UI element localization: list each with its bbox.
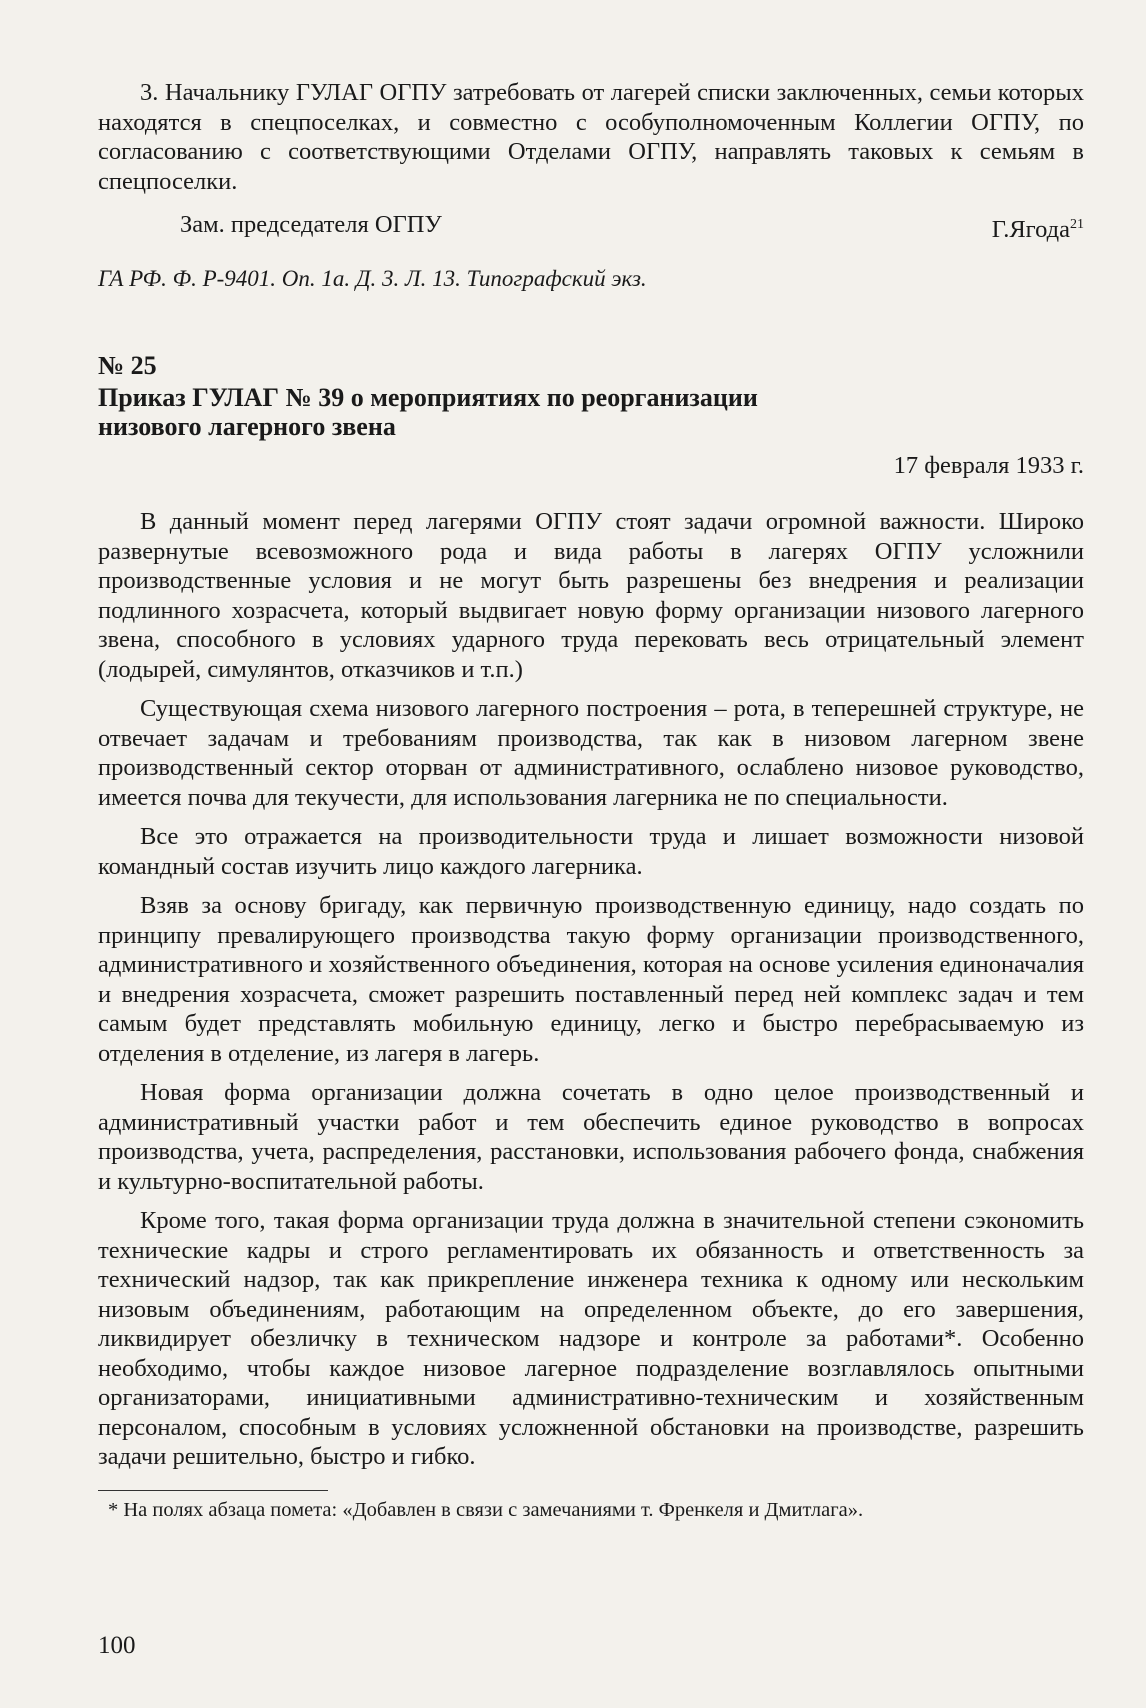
body-paragraph: В данный момент перед лагерями ОГПУ стоят задачи огромной важности. Широко развернутые всевозможного рода и вида работы в лагерях ОГПУ усложнили производственные условия и не могут быть разрешены без внедрения и реализации подлинного хозрасчета, который выдвигает новую форму организации низового лагерного звена, способного в условиях ударного труда перековать весь отрицательный элемент (лодырей, симулянтов, отказчиков и т.п.) [98,508,1084,683]
document-page [98,78,1084,1523]
page-number: 100 [98,1632,136,1659]
body-paragraph: Кроме того, такая форма организации труда должна в значительной степени сэкономить технические кадры и строго регламентировать их обязанность и ответственность за технический надзор, так как прикрепление инженера техника к одному или нескольким низовым объединениям, работающим на определенном объекте, до его завершения, ликвидирует обезличку в техническом надзоре и контроле за работами*. Особенно необходимо, чтобы каждое низовое лагерное подразделение возглавлялось опытными организаторами, инициативными административно-техническим и хозяйственным персоналом, способным в условиях усложненной обстановки на производстве, разрешить задачи решительно, быстро и гибко. [98,1207,1084,1471]
document-number: № 25 [98,351,157,381]
footnote-divider [98,1490,328,1491]
document-date: 17 февраля 1933 г. [893,452,1084,480]
body-paragraph: Существующая схема низового лагерного построения – рота, в теперешней структуре, не отвечает задачам и требованиям производства, так как в низовом лагерном звене производственный сектор оторван от административного, ослаблено низовое руководство, имеется почва для текучести, для использования лагерника не по специальности. [98,695,1084,811]
body-paragraph: Новая форма организации должна сочетать в одно целое производственный и административный участки работ и тем обеспечить единое руководство в вопросах производства, учета, распределения, расстановки, использования рабочего фонда, снабжения и культурно-воспитательной работы. [98,1079,1084,1195]
document-title: Приказ ГУЛАГ № 39 о мероприятиях по реорганизации низового лагерного звена [98,383,758,442]
document-body [98,507,1084,1472]
top-paragraph: 3. Начальнику ГУЛАГ ОГПУ затребовать от лагерей списки заключенных, семьи которых находятся в спецпоселках, и совместно с особуполномоченным Коллегии ОГПУ, по согласованию с соответствующими Отделами ОГПУ, направлять таковых к семьям в спецпоселки. [98,79,1084,195]
signature-position: Зам. председателя ОГПУ [180,211,442,238]
signature-note-ref: 21 [1070,217,1084,232]
signature-block [992,210,1084,245]
archive-reference: ГА РФ. Ф. Р-9401. Оп. 1а. Д. 3. Л. 13. Типографский экз. [98,266,647,292]
signature-name: Г.Ягода [991,216,1070,244]
signature-line [98,210,1084,245]
body-paragraph: Взяв за основу бригаду, как первичную производственную единицу, надо создать по принципу превалирующего производства такую форму организации производственного, административного и хозяйственного объединения, которая на основе усиления единоначалия и внедрения хозрасчета, сможет разрешить поставленный перед ней комплекс задач и тем самым будет представлять мобильную единицу, легко и быстро перебрасываемую из отделения в отделение, из лагеря в лагерь. [98,892,1084,1067]
body-paragraph: Все это отражается на производительности труда и лишает возможности низовой командный состав изучить лицо каждого лагерника. [98,823,1084,880]
footnote: * На полях абзаца помета: «Добавлен в связи с замечаниями т. Френкеля и Дмитлага». [108,1498,864,1521]
